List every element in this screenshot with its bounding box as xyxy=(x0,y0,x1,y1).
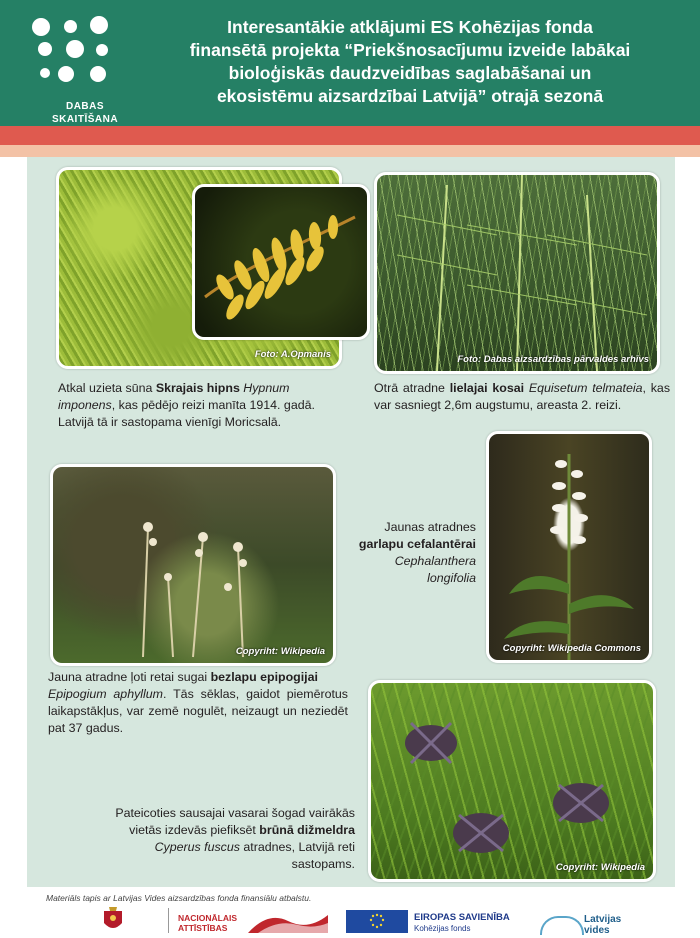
lvafa-line-2: vides xyxy=(584,925,610,936)
title-line-3: bioloģiskās daudzveidības saglabāšanai un xyxy=(228,63,592,83)
cyperus-caption-latin: Cyperus fuscus xyxy=(154,840,240,854)
dabas-skaitisana-logo xyxy=(26,12,126,125)
title-line-2: finansētā projekta “Priekšnosacījumu izveide labākai xyxy=(189,40,631,60)
lvafa-logo-icon xyxy=(540,916,584,935)
eu-flag-icon xyxy=(346,910,408,933)
epipogium-caption-pre: Jauna atradne ļoti retai sugai xyxy=(48,670,211,684)
cephalanthera-caption-pre: Jaunas atradnes xyxy=(384,520,476,534)
footer-divider xyxy=(168,908,169,933)
nap-line-2: ATTĪSTĪBAS xyxy=(178,923,228,933)
moss-caption-post: , kas pēdējo reizi manīta 1914. gadā. Latvijā tā ir sastopama vienīgi Moricsalā. xyxy=(58,398,315,429)
horsetail-caption-pre: Otrā atradne xyxy=(374,381,450,395)
epipogium-caption-name: bezlapu epipogijai xyxy=(210,670,318,684)
nap-logo-icon xyxy=(248,911,328,933)
nap-line-1: NACIONĀLAIS xyxy=(178,913,238,923)
epipogium-photo xyxy=(50,464,336,666)
cephalanthera-caption-latin-1: Cephalanthera xyxy=(394,554,476,568)
cyperus-caption-post: atradnes, Latvijā reti sastopams. xyxy=(239,840,355,871)
latvia-coat-of-arms-icon xyxy=(98,905,128,933)
moss-caption-latin: Hypnum imponens xyxy=(58,381,290,412)
epipogium-caption-latin: Epipogium aphyllum xyxy=(48,687,164,701)
peach-stripe xyxy=(0,145,700,157)
moss-caption-name: Skrajais hipns xyxy=(155,381,240,395)
red-stripe xyxy=(0,126,700,145)
cyperus-illustration xyxy=(371,683,653,879)
cephalanthera-photo xyxy=(486,431,652,663)
epipogium-caption-post: . Tās sēklas, gaidot piemērotus laikapstākļus, var zemē nogulēt, neizaugt un neziedēt pat 37 gadus. xyxy=(48,687,349,735)
funding-note: Materiāls tapis ar Latvijas Vides aizsardzības fonda finansiālu atbalstu. xyxy=(46,893,312,903)
cyperus-photo-credit: Copyriht: Wikipedia xyxy=(555,862,645,873)
epipogium-caption xyxy=(48,669,348,737)
horsetail-photo xyxy=(374,172,660,374)
cyperus-photo xyxy=(368,680,656,882)
eu-subtitle: Kohēzijas fonds xyxy=(414,924,471,933)
epipogium-illustration xyxy=(53,467,333,663)
moss-frond-illustration xyxy=(195,187,367,337)
nap-logo-text xyxy=(178,913,237,933)
cephalanthera-caption-name: garlapu cefalantērai xyxy=(358,537,476,551)
cyperus-caption-pre: Pateicoties sausajai vasarai šogad vairākās vietās izdevās piefiksēt xyxy=(115,806,355,837)
page-title xyxy=(140,16,680,108)
moss-caption-pre: Atkal uzieta sūna xyxy=(58,381,156,395)
cyperus-caption xyxy=(100,805,355,873)
horsetail-illustration xyxy=(377,175,657,371)
horsetail-caption xyxy=(374,380,670,414)
cephalanthera-illustration xyxy=(489,434,649,660)
logo-line-2: SKAITĪŠANA xyxy=(51,114,119,125)
title-line-4: ekosistēmu aizsardzībai Latvijā” otrajā sezonā xyxy=(216,86,604,106)
lvafa-line-1: Latvijas xyxy=(584,914,622,925)
title-line-1: Interesantākie atklājumi ES Kohēzijas fonda xyxy=(227,17,593,37)
horsetail-photo-credit: Foto: Dabas aizsardzības pārvaldes arhīvs xyxy=(457,354,649,365)
horsetail-caption-name: lielajai kosai xyxy=(449,381,525,395)
logo-text xyxy=(50,100,120,126)
cyperus-caption-name: brūnā dižmeldra xyxy=(259,823,355,837)
cephalanthera-caption xyxy=(340,519,476,587)
logo-line-1: DABAS xyxy=(65,101,105,112)
horsetail-caption-latin: Equisetum telmateia xyxy=(524,381,643,395)
moss-caption xyxy=(58,380,348,431)
epipogium-photo-credit: Copyriht: Wikipedia xyxy=(235,646,325,657)
cephalanthera-photo-credit: Copyriht: Wikipedia Commons xyxy=(502,643,641,654)
eu-title: EIROPAS SAVIENĪBA xyxy=(414,912,510,923)
cephalanthera-caption-latin-2: longifolia xyxy=(427,571,476,585)
moss-photo-credit: Foto: A.Opmanis xyxy=(254,349,331,360)
horsetail-caption-post: , kas var sasniegt 2,6m augstumu, areasta 2. reizi. xyxy=(374,381,671,412)
moss-closeup-photo xyxy=(192,184,370,340)
